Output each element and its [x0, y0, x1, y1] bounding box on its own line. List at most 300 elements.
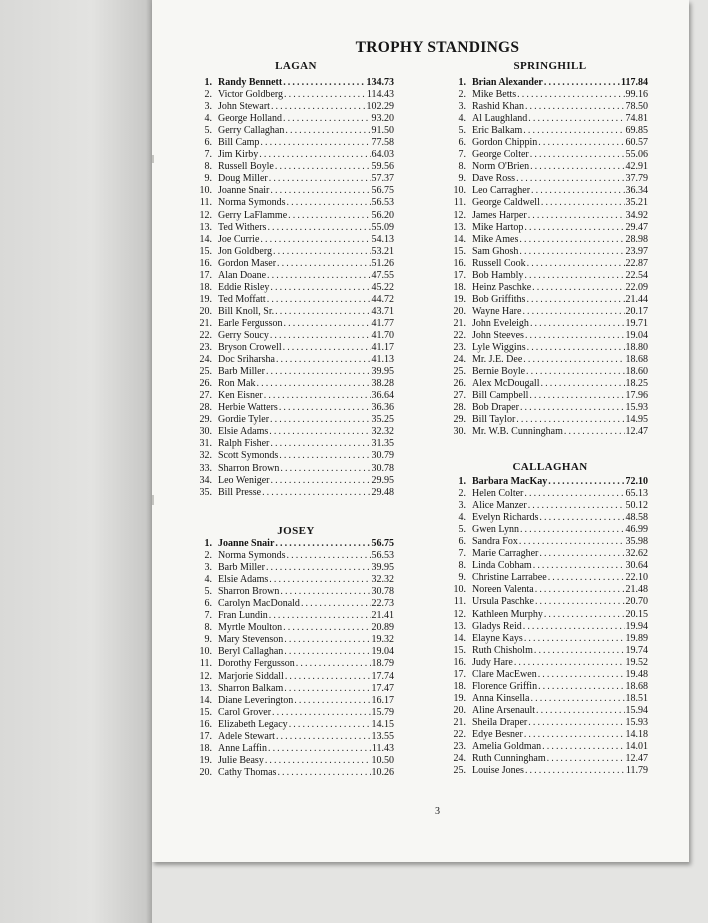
player-name: Carol Grover	[218, 706, 272, 718]
standing-row	[448, 113, 648, 125]
standing-row	[448, 282, 648, 294]
player-name: Amelia Goldman	[472, 741, 542, 753]
standing-row	[448, 258, 648, 270]
player-name: Scott Symonds	[218, 450, 279, 462]
rank-number: 12.	[199, 670, 212, 682]
dot-leader	[527, 258, 625, 270]
score-value: 18.68	[625, 354, 648, 366]
dot-leader	[284, 318, 371, 330]
rank-number: 6.	[458, 536, 466, 548]
standing-row	[194, 366, 394, 378]
player-name: Elizabeth Legacy	[218, 718, 288, 730]
player-name: Joe Currie	[218, 233, 260, 245]
player-name: Bill Knoll, Sr.	[218, 305, 275, 317]
standing-row	[448, 294, 648, 306]
player-name: Ursula Paschke	[472, 596, 534, 608]
score-value: 21.44	[625, 293, 648, 305]
standing-row	[448, 669, 648, 681]
score-value: 35.98	[625, 536, 648, 548]
score-value: 48.58	[625, 512, 648, 524]
rank-number: 20.	[453, 704, 466, 716]
score-value: 34.92	[625, 209, 648, 221]
standings-list-callaghan	[448, 476, 648, 777]
standing-row	[194, 719, 394, 731]
player-name: Sheila Draper	[472, 716, 528, 728]
rank-number: 12.	[199, 209, 212, 221]
standing-row	[448, 729, 648, 741]
player-name: Mike Betts	[472, 89, 517, 101]
score-value: 21.41	[371, 610, 394, 622]
standing-row	[194, 222, 394, 234]
player-name: Heinz Paschke	[472, 281, 532, 293]
standing-row	[194, 463, 394, 475]
standing-row	[448, 693, 648, 705]
dot-leader	[544, 77, 620, 89]
dot-leader	[272, 707, 370, 719]
dot-leader	[538, 669, 625, 681]
dot-leader	[280, 586, 370, 598]
dot-leader	[516, 173, 624, 185]
standing-row	[194, 562, 394, 574]
score-value: 99.16	[625, 89, 648, 101]
dot-leader	[533, 560, 625, 572]
player-name: Anna Kinsella	[472, 692, 530, 704]
player-name: Joanne Snair	[218, 538, 275, 549]
rank-number: 23.	[199, 342, 212, 354]
rank-number: 22.	[453, 728, 466, 740]
dot-leader	[266, 366, 371, 378]
score-value: 35.21	[625, 197, 648, 209]
score-value: 14.95	[625, 414, 648, 426]
score-value: 56.53	[371, 197, 394, 209]
rank-number: 11.	[199, 658, 212, 670]
standing-row	[194, 282, 394, 294]
section-title-josey: JOSEY	[277, 525, 315, 537]
standing-row	[448, 222, 648, 234]
player-name: Earle Fergusson	[218, 317, 283, 329]
standing-row	[194, 538, 394, 550]
dot-leader	[530, 149, 625, 161]
page-number: 3	[435, 806, 440, 817]
rank-number: 16.	[199, 718, 212, 730]
dot-leader	[287, 550, 371, 562]
score-value: 15.93	[625, 402, 648, 414]
dot-leader	[296, 658, 371, 670]
player-name: John Stewart	[218, 101, 270, 113]
player-name: Jon Goldberg	[218, 245, 272, 257]
score-value: 16.17	[371, 694, 394, 706]
score-value: 19.04	[625, 329, 648, 341]
standing-row	[448, 318, 648, 330]
dot-leader	[564, 426, 625, 438]
page-fold-mark	[152, 495, 154, 505]
rank-number: 6.	[458, 137, 466, 149]
score-value: 29.48	[371, 486, 394, 498]
player-name: Dave Ross	[472, 173, 516, 185]
player-name: Kathleen Murphy	[472, 608, 543, 620]
dot-leader	[279, 450, 370, 462]
rank-number: 10.	[199, 646, 212, 658]
standing-row	[194, 101, 394, 113]
dot-leader	[269, 574, 370, 586]
rank-number: 6.	[204, 598, 212, 610]
dot-leader	[271, 101, 366, 113]
rank-number: 5.	[458, 524, 466, 536]
player-name: Florence Griffin	[472, 680, 538, 692]
rank-number: 2.	[204, 89, 212, 101]
score-value: 45.22	[371, 281, 394, 293]
standing-row	[194, 743, 394, 755]
score-value: 22.09	[625, 281, 648, 293]
dot-leader	[287, 197, 371, 209]
score-value: 30.79	[371, 450, 394, 462]
player-name: James Harper	[472, 209, 527, 221]
player-name: Russell Boyle	[218, 161, 274, 173]
score-value: 10.26	[371, 766, 394, 778]
dot-leader	[524, 222, 624, 234]
standing-row	[194, 598, 394, 610]
player-name: Marie Carragher	[472, 548, 539, 560]
player-name: Fran Lundin	[218, 610, 268, 622]
score-value: 15.79	[371, 706, 394, 718]
standing-row	[194, 89, 394, 101]
player-name: Lyle Wiggins	[472, 342, 526, 354]
dot-leader	[532, 282, 624, 294]
dot-leader	[270, 282, 370, 294]
rank-number: 25.	[453, 765, 466, 777]
score-value: 30.78	[371, 586, 394, 598]
rank-number: 22.	[199, 329, 212, 341]
standing-row	[448, 536, 648, 548]
player-name: Myrtle Moulton	[218, 622, 283, 634]
dot-leader	[541, 197, 625, 209]
score-value: 12.47	[625, 426, 648, 438]
dot-leader	[267, 270, 370, 282]
standing-row	[448, 414, 648, 426]
player-name: Mr. W.B. Cunningham	[472, 426, 563, 438]
standing-row	[448, 705, 648, 717]
score-value: 19.52	[625, 656, 648, 668]
standing-row	[194, 550, 394, 562]
score-value: 77.58	[371, 137, 394, 149]
standing-row	[194, 450, 394, 462]
standing-row	[194, 270, 394, 282]
dot-leader	[288, 210, 370, 222]
score-value: 19.74	[625, 644, 648, 656]
standing-row	[448, 500, 648, 512]
dot-leader	[284, 646, 370, 658]
player-name: Gordon Maser	[218, 257, 277, 269]
dot-leader	[517, 89, 624, 101]
rank-number: 7.	[204, 610, 212, 622]
rank-number: 14.	[199, 233, 212, 245]
rank-number: 7.	[458, 149, 466, 161]
player-name: Bill Presse	[218, 486, 262, 498]
score-value: 57.37	[371, 173, 394, 185]
rank-number: 3.	[204, 562, 212, 574]
score-value: 20.17	[625, 305, 648, 317]
standings-list-josey	[194, 538, 394, 779]
standing-row	[448, 366, 648, 378]
rank-number: 35.	[199, 486, 212, 498]
rank-number: 8.	[204, 161, 212, 173]
rank-number: 28.	[453, 402, 466, 414]
player-name: Rashid Khan	[472, 101, 524, 113]
dot-leader	[524, 270, 624, 282]
score-value: 18.25	[625, 378, 648, 390]
player-name: Sharron Brown	[218, 586, 280, 598]
standing-row	[194, 77, 394, 89]
standing-row	[194, 426, 394, 438]
player-name: Victor Goldberg	[218, 89, 284, 101]
dot-leader	[271, 475, 371, 487]
score-value: 32.32	[371, 426, 394, 438]
score-value: 11.43	[371, 742, 394, 754]
standing-row	[448, 77, 648, 89]
rank-number: 3.	[458, 500, 466, 512]
rank-number: 12.	[453, 608, 466, 620]
score-value: 59.56	[371, 161, 394, 173]
standing-row	[194, 173, 394, 185]
player-name: Barb Miller	[218, 562, 265, 574]
standing-row	[448, 717, 648, 729]
dot-leader	[539, 548, 624, 560]
player-name: Brian Alexander	[472, 77, 543, 88]
dot-leader	[260, 137, 370, 149]
player-name: Wayne Hare	[472, 305, 522, 317]
standing-row	[194, 354, 394, 366]
score-value: 39.95	[371, 366, 394, 378]
standing-row	[448, 354, 648, 366]
player-name: Ruth Chisholm	[472, 644, 533, 656]
standing-row	[194, 586, 394, 598]
rank-number: 8.	[458, 560, 466, 572]
standing-row	[448, 548, 648, 560]
dot-leader	[528, 113, 624, 125]
score-value: 102.29	[366, 101, 394, 113]
player-name: Elsie Adams	[218, 574, 269, 586]
dot-leader	[264, 390, 371, 402]
rank-number: 5.	[204, 586, 212, 598]
dot-leader	[267, 222, 370, 234]
standing-row	[194, 306, 394, 318]
player-name: Sharron Balkam	[218, 682, 284, 694]
standing-row	[448, 390, 648, 402]
section-title-callaghan: CALLAGHAN	[512, 461, 588, 473]
rank-number: 19.	[199, 293, 212, 305]
player-name: Gerry Soucy	[218, 329, 269, 341]
rank-number: 19.	[453, 293, 466, 305]
score-value: 15.93	[625, 716, 648, 728]
player-name: Ken Eisner	[218, 390, 263, 402]
dot-leader	[266, 562, 371, 574]
rank-number: 9.	[458, 173, 466, 185]
rank-number: 1.	[458, 77, 466, 88]
dot-leader	[283, 342, 371, 354]
rank-number: 25.	[453, 366, 466, 378]
score-value: 53.21	[371, 245, 394, 257]
rank-number: 1.	[458, 476, 466, 487]
dot-leader	[284, 683, 370, 695]
rank-number: 18.	[453, 680, 466, 692]
rank-number: 31.	[199, 438, 212, 450]
dot-leader	[273, 246, 371, 258]
rank-number: 34.	[199, 474, 212, 486]
dot-leader	[275, 161, 371, 173]
player-name: Leo Carragher	[472, 185, 531, 197]
player-name: Mike Hartop	[472, 221, 524, 233]
standing-row	[448, 137, 648, 149]
rank-number: 22.	[453, 329, 466, 341]
rank-number: 8.	[458, 161, 466, 173]
standing-row	[448, 609, 648, 621]
dot-leader	[267, 294, 371, 306]
dot-leader	[541, 378, 625, 390]
score-value: 35.25	[371, 414, 394, 426]
rank-number: 26.	[453, 378, 466, 390]
standing-row	[448, 342, 648, 354]
player-name: Louise Jones	[472, 765, 524, 777]
player-name: Leo Weniger	[218, 474, 270, 486]
player-name: Noreen Valenta	[472, 584, 534, 596]
score-value: 46.99	[625, 524, 648, 536]
dot-leader	[531, 693, 625, 705]
rank-number: 2.	[458, 89, 466, 101]
score-value: 74.81	[625, 113, 648, 125]
score-value: 19.89	[625, 632, 648, 644]
rank-number: 17.	[199, 269, 212, 281]
score-value: 22.10	[625, 572, 648, 584]
rank-number: 14.	[199, 694, 212, 706]
dot-leader	[276, 354, 371, 366]
dot-leader	[283, 113, 371, 125]
rank-number: 24.	[453, 354, 466, 366]
rank-number: 16.	[199, 257, 212, 269]
player-name: Carolyn MacDonald	[218, 598, 300, 610]
score-value: 18.80	[625, 342, 648, 354]
dot-leader	[528, 717, 624, 729]
dot-leader	[277, 258, 370, 270]
standing-row	[194, 113, 394, 125]
player-name: Sam Ghosh	[472, 245, 519, 257]
score-value: 18.68	[625, 680, 648, 692]
score-value: 55.09	[371, 221, 394, 233]
rank-number: 11.	[199, 197, 212, 209]
rank-number: 4.	[458, 113, 466, 125]
standing-row	[194, 574, 394, 586]
player-name: Christine Larrabee	[472, 572, 547, 584]
score-value: 18.51	[625, 692, 648, 704]
rank-number: 3.	[204, 101, 212, 113]
rank-number: 13.	[453, 620, 466, 632]
dot-leader	[538, 137, 624, 149]
player-name: George Caldwell	[472, 197, 540, 209]
player-name: Diane Leverington	[218, 694, 294, 706]
standing-row	[448, 173, 648, 185]
dot-leader	[289, 719, 371, 731]
player-name: Bill Camp	[218, 137, 260, 149]
dot-leader	[544, 609, 625, 621]
standing-row	[194, 622, 394, 634]
score-value: 69.85	[625, 125, 648, 137]
standing-row	[448, 572, 648, 584]
dot-leader	[536, 705, 624, 717]
dot-leader	[269, 426, 370, 438]
player-name: George Holland	[218, 113, 282, 125]
standing-row	[448, 306, 648, 318]
player-name: Eddie Risley	[218, 281, 270, 293]
rank-number: 8.	[204, 622, 212, 634]
standing-row	[194, 318, 394, 330]
standing-row	[194, 755, 394, 767]
player-name: Ruth Cunningham	[472, 753, 546, 765]
score-value: 22.73	[371, 598, 394, 610]
player-name: Beryl Callaghan	[218, 646, 284, 658]
dot-leader	[294, 695, 370, 707]
dot-leader	[531, 185, 624, 197]
standing-row	[194, 197, 394, 209]
dot-leader	[535, 584, 625, 596]
dot-leader	[528, 210, 625, 222]
score-value: 21.48	[625, 584, 648, 596]
player-name: Al Laughland	[472, 113, 528, 125]
rank-number: 13.	[199, 682, 212, 694]
score-value: 11.79	[625, 765, 648, 777]
rank-number: 23.	[453, 342, 466, 354]
rank-number: 18.	[453, 281, 466, 293]
dot-leader	[526, 366, 624, 378]
standing-row	[448, 234, 648, 246]
rank-number: 18.	[199, 742, 212, 754]
rank-number: 26.	[199, 378, 212, 390]
player-name: Gladys Reid	[472, 620, 522, 632]
rank-number: 5.	[204, 125, 212, 137]
page-title: TROPHY STANDINGS	[355, 39, 520, 56]
score-value: 28.98	[625, 233, 648, 245]
player-name: Alice Manzer	[472, 500, 527, 512]
score-value: 32.62	[625, 548, 648, 560]
score-value: 14.15	[371, 718, 394, 730]
dot-leader	[542, 741, 624, 753]
player-name: Edye Besner	[472, 728, 523, 740]
score-value: 60.57	[625, 137, 648, 149]
score-value: 12.47	[625, 753, 648, 765]
player-name: Marjorie Siddall	[218, 670, 284, 682]
standing-row	[194, 330, 394, 342]
rank-number: 15.	[199, 706, 212, 718]
dot-leader	[534, 645, 625, 657]
player-name: Herbie Watters	[218, 402, 278, 414]
dot-leader	[528, 500, 625, 512]
player-name: Julie Beasy	[218, 754, 264, 766]
standing-row	[194, 707, 394, 719]
rank-number: 4.	[204, 574, 212, 586]
score-value: 42.91	[625, 161, 648, 173]
section-title-springhill: SPRINGHILL	[513, 60, 587, 72]
rank-number: 29.	[453, 414, 466, 426]
score-value: 56.75	[371, 185, 394, 197]
score-value: 19.04	[371, 646, 394, 658]
score-value: 134.73	[366, 77, 394, 88]
score-value: 30.64	[625, 560, 648, 572]
standing-row	[448, 645, 648, 657]
dot-leader	[525, 101, 625, 113]
player-name: Linda Cobham	[472, 560, 532, 572]
player-name: Mary Stevenson	[218, 634, 284, 646]
score-value: 31.35	[371, 438, 394, 450]
standing-row	[448, 330, 648, 342]
dot-leader	[265, 755, 371, 767]
